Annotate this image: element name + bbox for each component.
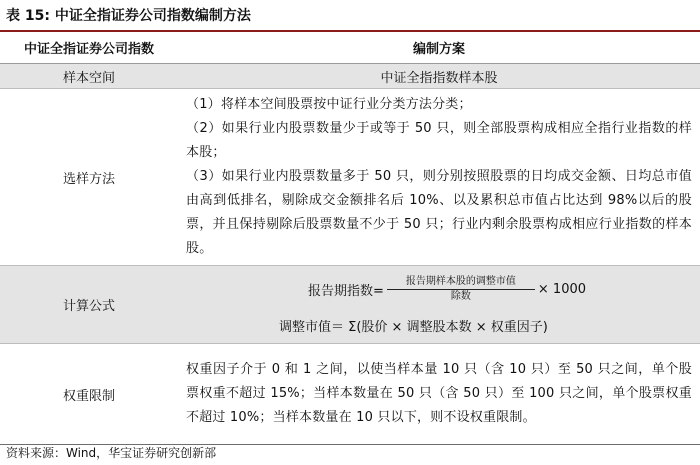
weight-limit-cell — [178, 344, 700, 445]
weight-limit-label: 权重限制 — [0, 344, 178, 445]
formula-multiplier: × 1000 — [537, 281, 587, 297]
formula-fraction — [387, 275, 535, 304]
method-step-1: （1）将样本空间股票按中证行业分类方法分类； — [186, 97, 472, 112]
index-methodology-table — [0, 32, 700, 445]
header-index-name: 中证全指证券公司指数 — [0, 32, 178, 64]
row-weight-limit — [0, 344, 700, 445]
source-note: 资料来源：Wind，华宝证券研究创新部 — [6, 446, 217, 460]
table-caption: 表 15: 中证全指证券公司指数编制方法 — [6, 8, 251, 24]
selection-method-cell — [178, 89, 700, 266]
formula-numerator: 报告期样本股的调整市值 — [405, 275, 516, 287]
formula-lhs: 报告期指数= — [308, 283, 384, 299]
formula-block — [178, 266, 700, 343]
row-selection-method — [0, 89, 700, 266]
method-step-2: （2）如果行业内股票数量少于或等于 50 只，则全部股票构成相应全指行业指数的样本股； — [186, 121, 692, 160]
row-sample-space — [0, 64, 700, 89]
index-formula — [308, 272, 586, 306]
sample-space-value: 中证全指指数样本股 — [178, 64, 700, 89]
weight-limit-text: 权重因子介于 0 和 1 之间，以使当样本量 10 只（含 10 只）至 50 只之间，单个股票权重不超过 15%；当样本数量在 50 只（含 50 只）至 100 只之间，单个股票权重不超过 10%；当样本数量在 10 只以下，则不设权重限制。 — [186, 362, 692, 425]
formula-label: 计算公式 — [0, 266, 178, 344]
selection-method-label: 选样方法 — [0, 89, 178, 266]
header-scheme: 编制方案 — [178, 32, 700, 64]
formula-denominator: 除数 — [450, 290, 471, 302]
row-formula — [0, 266, 700, 344]
formula-cell — [178, 266, 700, 344]
table-header-row — [0, 32, 700, 64]
sample-space-label: 样本空间 — [0, 64, 178, 89]
adjusted-cap-formula: 调整市值＝ Σ(股价 × 调整股本数 × 权重因子) — [279, 320, 548, 335]
method-step-3: （3）如果行业内股票数量多于 50 只，则分别按照股票的日均成交金额、日均总市值由高到低排名，剔除成交金额排名后 10%、以及累积总市值占比达到 98%以后的股票，并且保持剔除后股票数量不少于 50 只；行业内剩余股票构成相应行业指数的样本股。 — [186, 169, 692, 256]
